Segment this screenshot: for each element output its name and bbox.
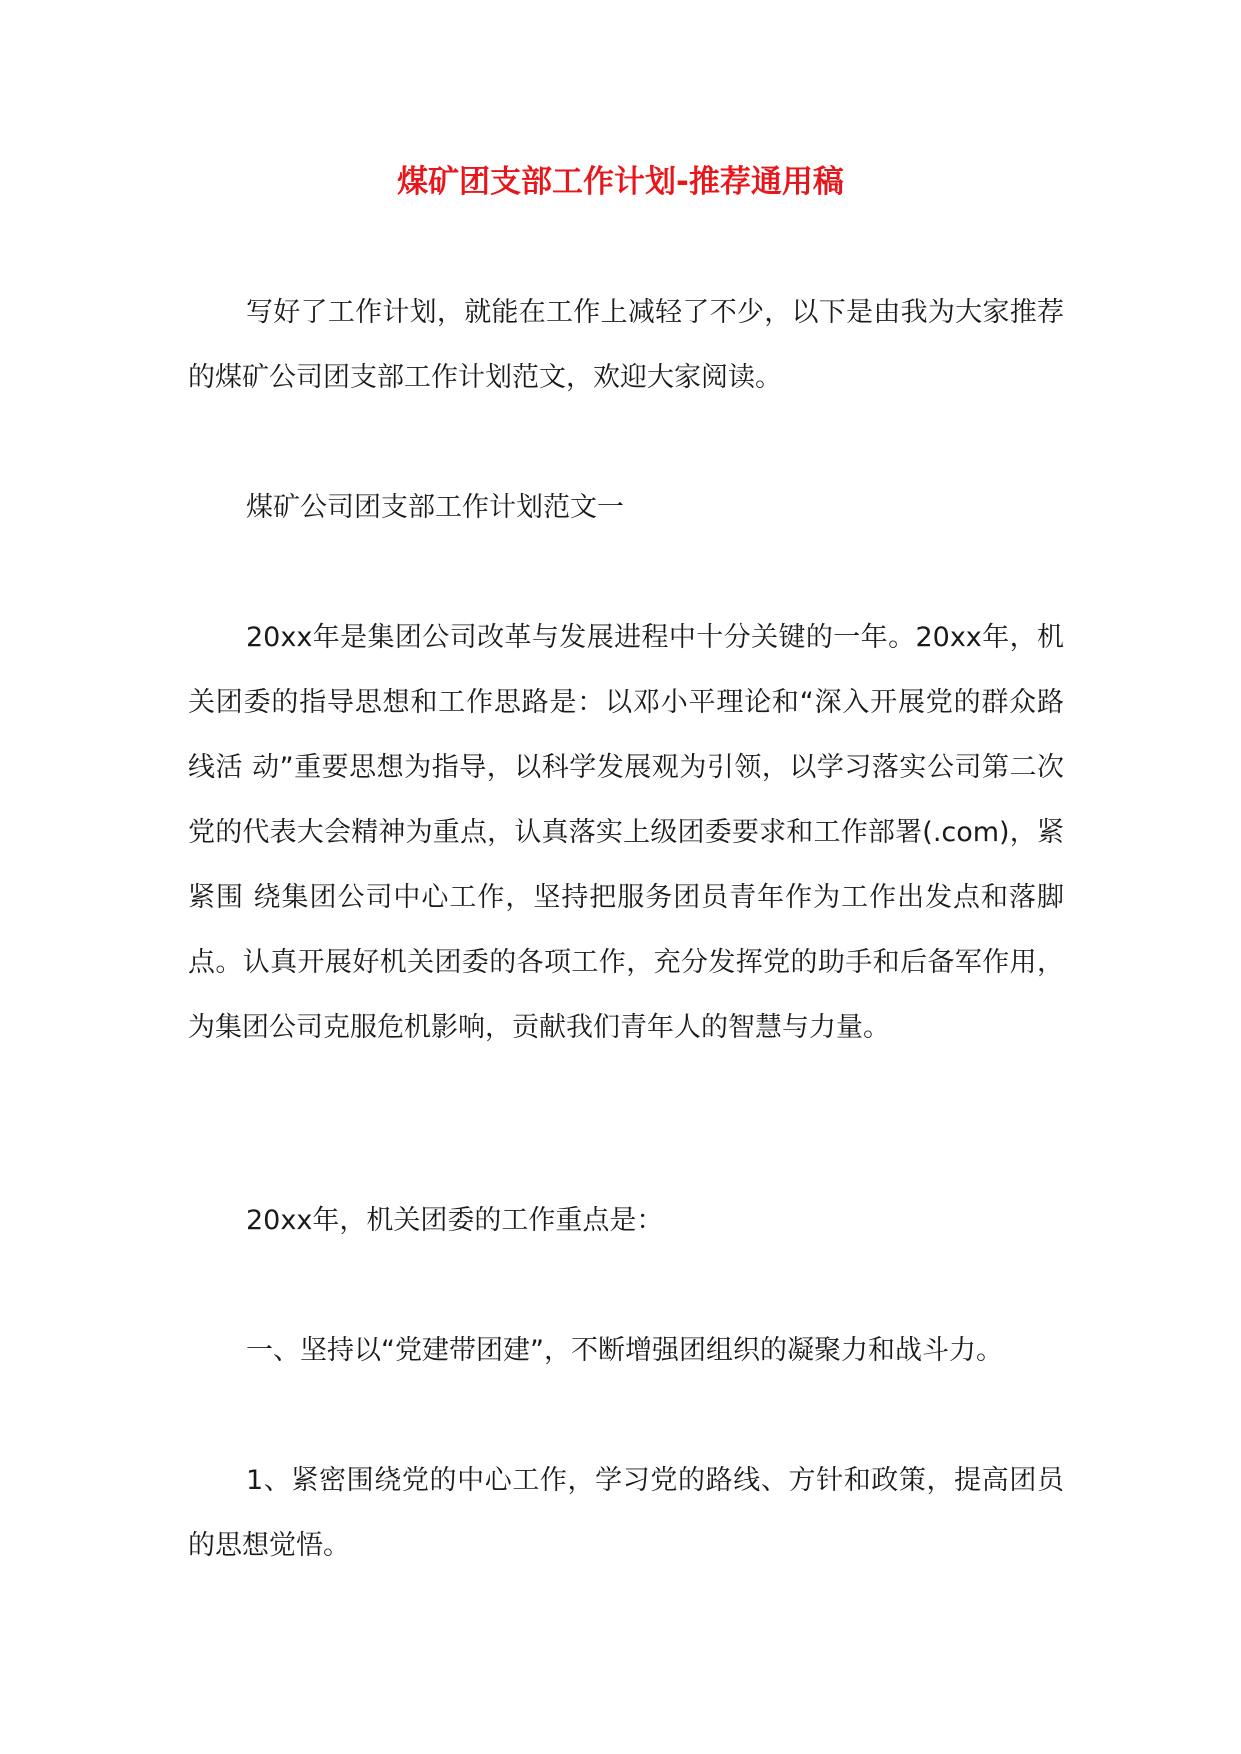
intro-paragraph: 写好了工作计划，就能在工作上减轻了不少，以下是由我为大家推荐的煤矿公司团支部工作计划范文，欢迎大家阅读。 [188,297,1064,393]
main-paragraph: 20xx年是集团公司改革与发展进程中十分关键的一年。20xx年，机关团委的指导思想和工作思路是：以邓小平理论和“深入开展党的群众路线活 动”重要思想为指导，以科学发展观为引领，以学习落实公司第二次党的代表大会精神为重点，认真落实上级团委要求和工作部署(.com)，紧紧围 绕集团公司中心工作，坚持把服务团员青年作为工作出发点和落脚点。认真开展好机关团委的各项工作，充分发挥党的助手和后备军作用，为集团公司克服危机影响，贡献我们青年人的智慧与力量。 [188,622,1064,1043]
document-title: 煤矿团支部工作计划-推荐通用稿 [397,164,844,200]
focus-paragraph: 20xx年，机关团委的工作重点是： [246,1205,664,1236]
item-one-heading: 一、坚持以“党建带团建”，不断增强团组织的凝聚力和战斗力。 [246,1335,1003,1366]
section-heading: 煤矿公司团支部工作计划范文一 [246,492,624,523]
item-one-detail: 1、紧密围绕党的中心工作，学习党的路线、方针和政策，提高团员的思想觉悟。 [188,1465,1064,1561]
